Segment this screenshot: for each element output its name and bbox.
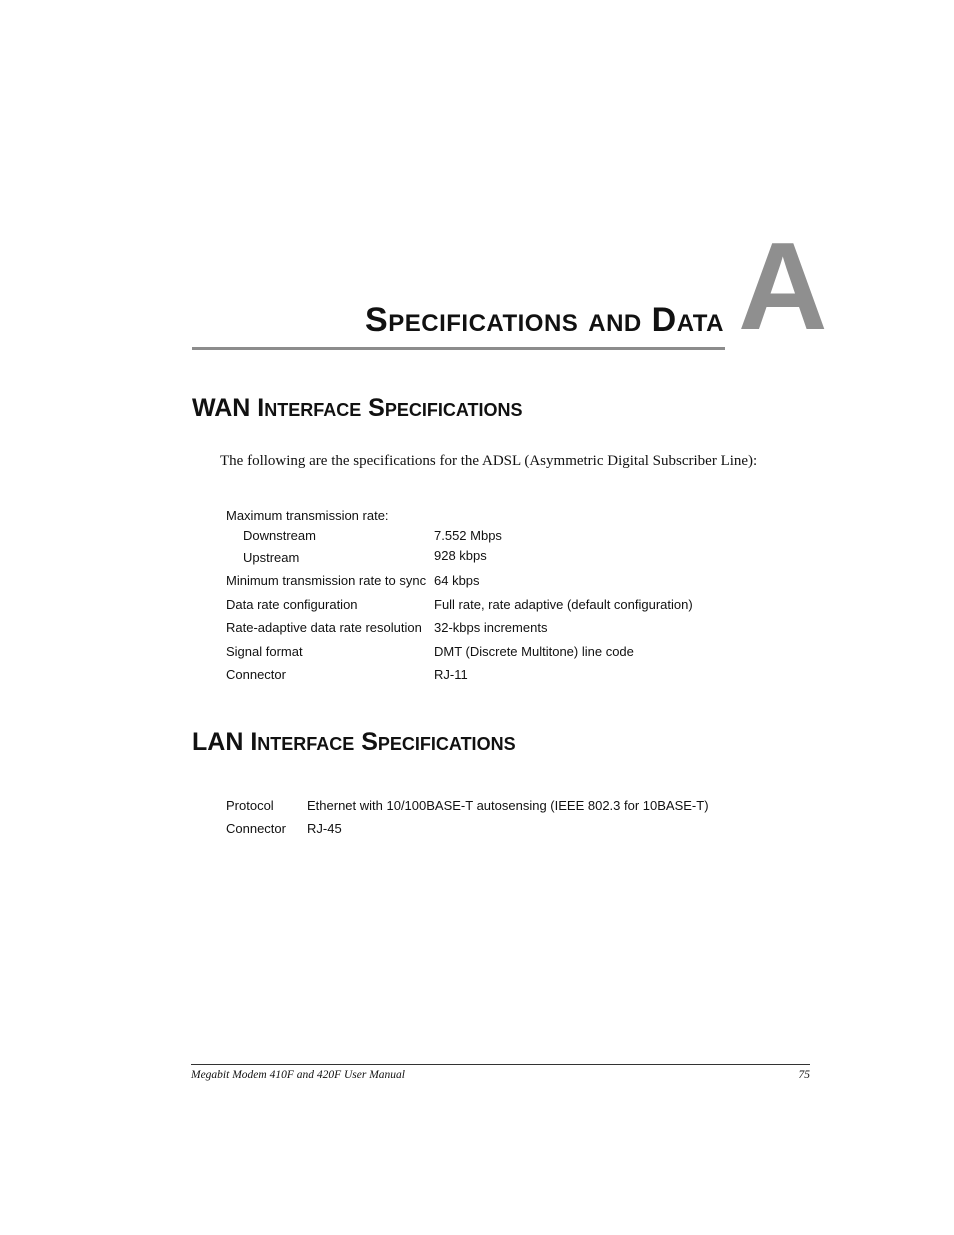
- lan-spec-label: Protocol: [226, 798, 274, 813]
- wan-spec-value: Full rate, rate adaptive (default configuration): [434, 597, 693, 612]
- wan-spec-label: Data rate configuration: [226, 597, 358, 612]
- wan-section-title: WAN Interface Specifications: [192, 394, 523, 422]
- wan-spec-value: 64 kbps: [434, 573, 480, 588]
- wan-spec-value: RJ-11: [434, 667, 468, 682]
- wan-spec-label: Connector: [226, 667, 286, 682]
- wan-intro-paragraph: The following are the specifications for the ADSL (Asymmetric Digital Subscriber Line):: [220, 453, 758, 469]
- footer-manual-title: Megabit Modem 410F and 420F User Manual: [191, 1069, 405, 1081]
- wan-spec-value: 32-kbps increments: [434, 620, 548, 635]
- wan-spec-label: Rate-adaptive data rate resolution: [226, 620, 422, 635]
- wan-spec-label: Signal format: [226, 644, 303, 659]
- wan-downstream-label: Downstream: [243, 528, 316, 543]
- lan-spec-value: Ethernet with 10/100BASE-T autosensing (IEEE 802.3 for 10BASE-T): [307, 798, 709, 813]
- wan-downstream-value: 7.552 Mbps: [434, 528, 502, 543]
- chapter-rule: [192, 347, 725, 350]
- wan-upstream-label: Upstream: [243, 550, 300, 565]
- wan-spec-value: DMT (Discrete Multitone) line code: [434, 644, 634, 659]
- lan-spec-label: Connector: [226, 821, 286, 836]
- chapter-title: Specifications and Data: [365, 301, 724, 339]
- wan-max-rate-label: Maximum transmission rate:: [226, 508, 389, 523]
- wan-upstream-value: 928 kbps: [434, 548, 487, 563]
- footer-rule: [191, 1064, 810, 1065]
- footer-page-number: 75: [798, 1069, 810, 1081]
- chapter-letter: A: [738, 218, 828, 356]
- lan-section-title: LAN Interface Specifications: [192, 728, 516, 756]
- wan-spec-label: Minimum transmission rate to sync: [226, 573, 427, 588]
- lan-spec-value: RJ-45: [307, 821, 342, 836]
